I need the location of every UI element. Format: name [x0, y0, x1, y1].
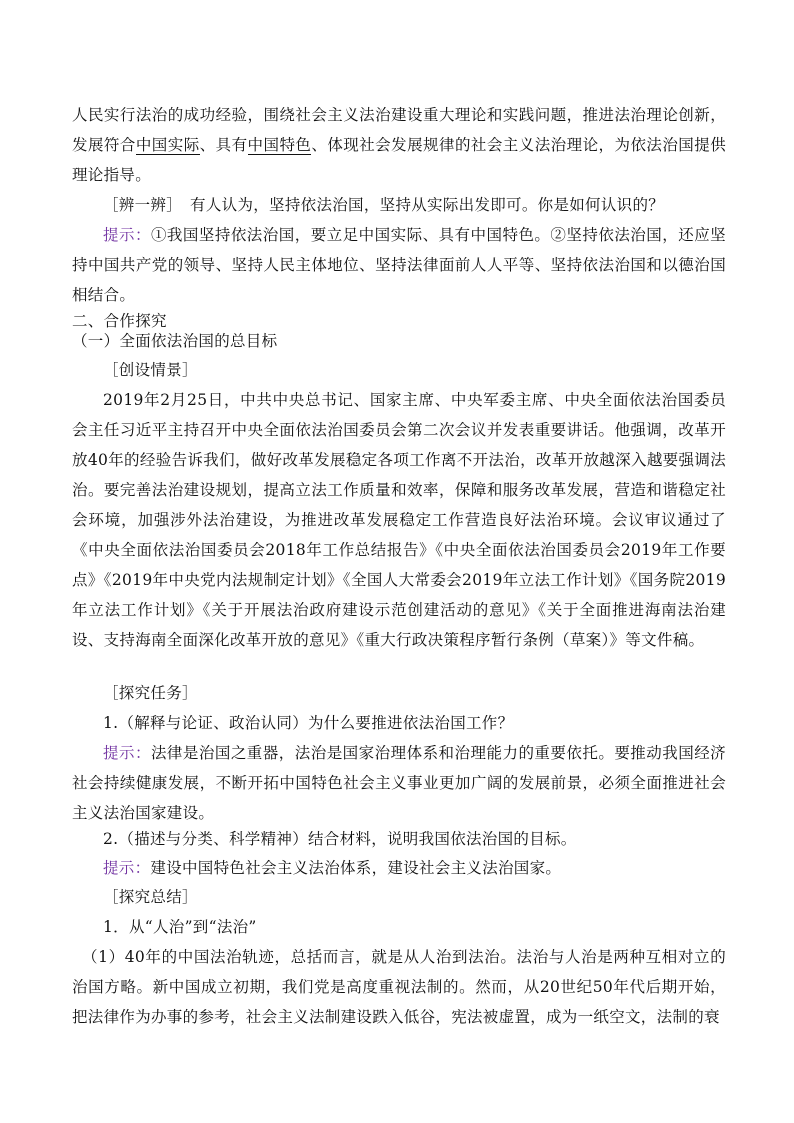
- question-1: 1.（解释与论证、政治认同）为什么要推进依法治国工作？: [103, 714, 514, 732]
- summary-label: ［探究总结］: [103, 888, 198, 906]
- summary-paragraph: （1）40年的中国法治轨迹，总括而言，就是从人治到法治。法治与人治是两种互相对立的治国方略。新中国成立初期，我们党是高度重视法制的。然而，从20世纪50年代后期开始，把法律作为办事的参考，社会主义法制建设跌入低谷，宪法被虚置，成为一纸空文，法制的衰: [72, 948, 726, 1026]
- hint-paragraph: 提示：法律是治国之重器，法治是国家治理体系和治理能力的重要依托。要推动我国经济社会持续健康发展，不断开拓中国特色社会主义事业更加广阔的发展前景，必须全面推进社会主义法治国家建设。: [72, 744, 726, 822]
- scene-label: ［创设情景］: [103, 361, 198, 379]
- subsection-heading: （一）全面依法治国的总目标: [72, 332, 278, 350]
- hint-paragraph: 提示：①我国坚持依法治国，要立足中国实际、具有中国特色。②坚持依法治国，还应坚持中国共产党的领导、坚持人民主体地位、坚持法律面前人人平等、坚持依法治国和以德治国相结合。: [72, 226, 726, 304]
- hint-label: 提示：: [103, 859, 151, 877]
- question-2: 2.（描述与分类、科学精神）结合材料，说明我国依法治国的目标。: [103, 830, 577, 848]
- underlined-term: 中国实际: [135, 136, 200, 154]
- scene-paragraph: 2019年2月25日，中共中央总书记、国家主席、中央军委主席、中央全面依法治国委员会主任习近平主持召开中央全面依法治国委员会第二次会议并发表重要讲话。他强调，改革开放40年的经验告诉我们，做好改革发展稳定各项工作离不开法治，改革开放越深入越要强调法治。要完善法治建设规划，提高立法工作质量和效率，保障和服务改革发展，营造和谐稳定社会环境，加强涉外法治建设，为推进改革发展稳定工作营造良好法治环境。会议审议通过了《中央全面依法治国委员会2018年工作总结报告》《中央全面依法治国委员会2019年工作要点》《2019年中央党内法规制定计划》《全国人大常委会2019年立法工作计划》《国务院2019年立法工作计划》《关于开展法治政府建设示范创建活动的意见》《关于全面推进海南法治建设、支持海南全面深化改革开放的意见》《重大行政决策程序暂行条例（草案）》等文件稿。: [72, 391, 726, 649]
- underlined-term: 中国特色: [247, 136, 312, 154]
- section-heading: 二、合作探究: [72, 312, 167, 330]
- discuss-question: ［辨一辨］ 有人认为，坚持依法治国，坚持从实际出发即可。你是如何认识的？: [103, 196, 665, 214]
- hint-label: 提示：: [103, 744, 151, 762]
- task-label: ［探究任务］: [103, 684, 198, 702]
- hint-label: 提示：: [103, 226, 151, 244]
- paragraph-intro: 人民实行法治的成功经验，围绕社会主义法治建设重大理论和实践问题，推进法治理论创新，发展符合中国实际、具有中国特色、体现社会发展规律的社会主义法治理论，为依法治国提供理论指导。: [72, 106, 727, 184]
- hint-paragraph: 提示：建设中国特色社会主义法治体系，建设社会主义法治国家。: [103, 859, 562, 877]
- summary-point-1: 1．从“人治”到“法治”: [103, 918, 257, 936]
